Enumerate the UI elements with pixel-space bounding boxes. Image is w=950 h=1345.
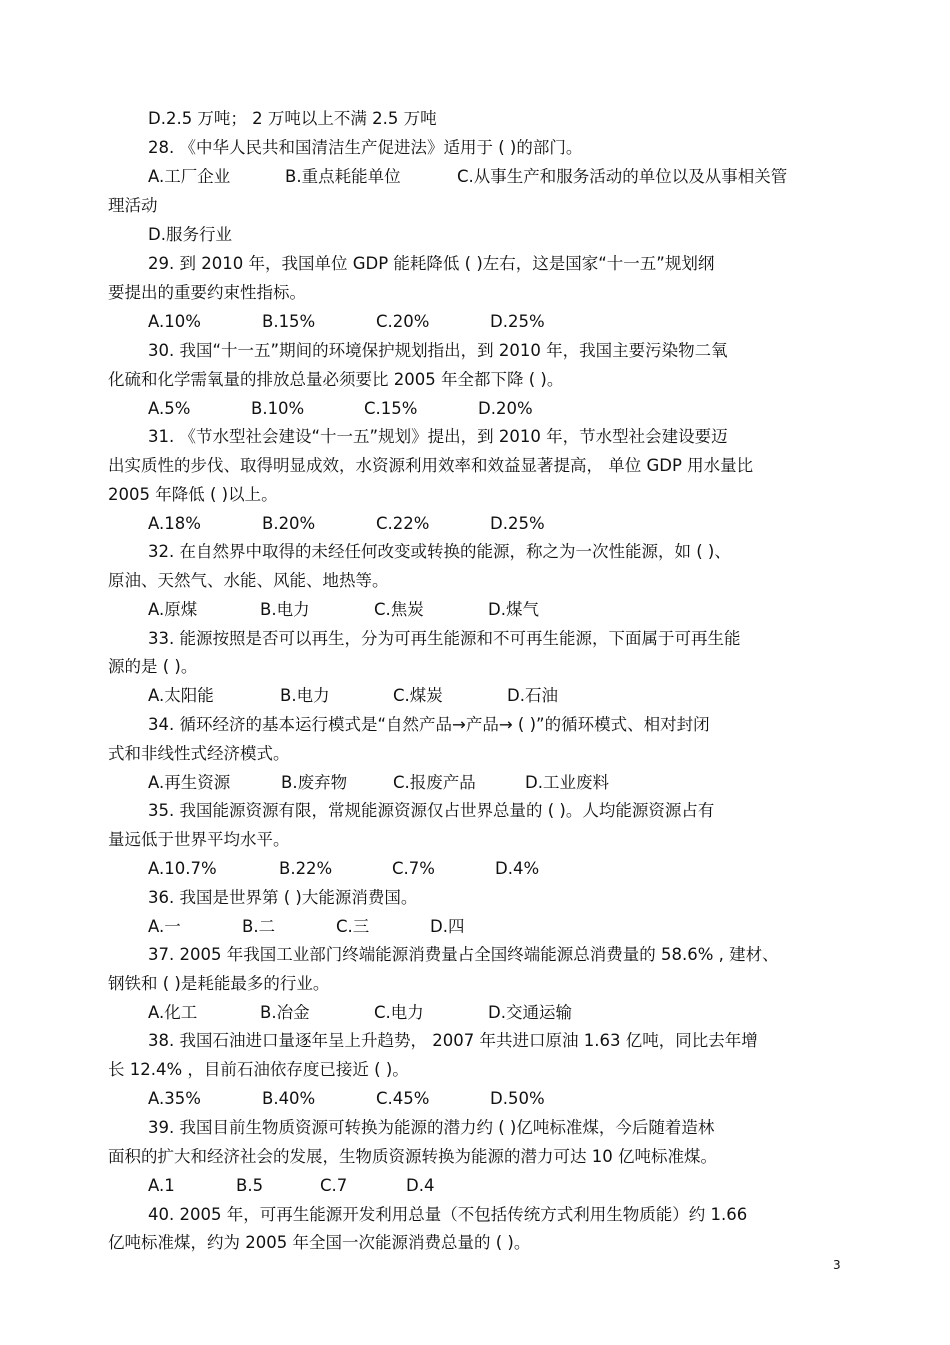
q33-option-a: A.太阳能 [148, 686, 214, 705]
q38-option-b: B.40% [262, 1089, 316, 1108]
q35-option-a: A.10.7% [148, 859, 217, 878]
q37-stem-line1: 37. 2005 年我国工业部门终端能源消费量占全国终端能源总消费量的 58.6% , 建材、 [148, 945, 779, 964]
q29-stem-line2: 要提出的重要约束性指标。 [108, 283, 306, 302]
q31-option-b: B.20% [262, 514, 316, 533]
q39-option-a: A.1 [148, 1176, 175, 1195]
q28-option-a: A.工厂企业 [148, 167, 231, 186]
q30-option-b: B.10% [251, 399, 305, 418]
q39-option-b: B.5 [236, 1176, 264, 1195]
q32-option-a: A.原煤 [148, 600, 198, 619]
q39-option-c: C.7 [320, 1176, 348, 1195]
q33-stem-line2: 源的是 ( )。 [108, 657, 198, 676]
q28-option-d: D.服务行业 [148, 225, 232, 244]
q40-stem-line1: 40. 2005 年，可再生能源开发利用总量（不包括传统方式利用生物质能）约 1.66 [148, 1205, 748, 1224]
q34-stem-line1: 34. 循环经济的基本运行模式是“自然产品→产品→ ( )”的循环模式、相对封闭 [148, 715, 710, 734]
q36-option-b: B.二 [242, 917, 276, 936]
q30-option-c: C.15% [364, 399, 418, 418]
q36-stem: 36. 我国是世界第 ( )大能源消费国。 [148, 888, 418, 907]
q34-stem-line2: 式和非线性式经济模式。 [108, 744, 290, 763]
q28-stem: 28. 《中华人民共和国清洁生产促进法》适用于 ( )的部门。 [148, 138, 583, 157]
q34-option-b: B.废弃物 [281, 773, 348, 792]
q35-option-b: B.22% [279, 859, 333, 878]
q29-option-c: C.20% [376, 312, 430, 331]
q38-stem-line1: 38. 我国石油进口量逐年呈上升趋势， 2007 年共进口原油 1.63 亿吨，同比去年增 [148, 1031, 758, 1050]
q32-option-c: C.焦炭 [374, 600, 424, 619]
q35-option-c: C.7% [392, 859, 435, 878]
q37-option-c: C.电力 [374, 1003, 424, 1022]
q32-stem-line2: 原油、天然气、水能、风能、地热等。 [108, 571, 389, 590]
q31-stem-line3: 2005 年降低 ( )以上。 [108, 485, 278, 504]
q34-option-d: D.工业废料 [525, 773, 609, 792]
q38-stem-line2: 长 12.4% ，目前石油依存度已接近 ( )。 [108, 1060, 409, 1079]
q34-option-c: C.报废产品 [393, 773, 476, 792]
q31-option-d: D.25% [490, 514, 545, 533]
q37-stem-line2: 钢铁和 ( )是耗能最多的行业。 [108, 974, 330, 993]
q29-stem-line1: 29. 到 2010 年，我国单位 GDP 能耗降低 ( )左右，这是国家“十一五”规划纲 [148, 254, 715, 273]
q39-stem-line1: 39. 我国目前生物质资源可转换为能源的潜力约 ( )亿吨标准煤，今后随着造林 [148, 1118, 715, 1137]
q30-stem-line1: 30. 我国“十一五”期间的环境保护规划指出，到 2010 年，我国主要污染物二氧 [148, 341, 728, 360]
q35-option-d: D.4% [495, 859, 540, 878]
q32-option-d: D.煤气 [488, 600, 539, 619]
q31-stem-line1: 31. 《节水型社会建设“十一五”规划》提出，到 2010 年，节水型社会建设要迈 [148, 427, 728, 446]
q38-option-a: A.35% [148, 1089, 201, 1108]
q38-option-d: D.50% [490, 1089, 545, 1108]
q33-option-d: D.石油 [507, 686, 558, 705]
q28-option-b: B.重点耗能单位 [285, 167, 401, 186]
q35-stem-line2: 量远低于世界平均水平。 [108, 830, 290, 849]
q34-option-a: A.再生资源 [148, 773, 231, 792]
q36-option-a: A.一 [148, 917, 181, 936]
q27-option-d: D.2.5 万吨； 2 万吨以上不满 2.5 万吨 [148, 109, 437, 128]
q39-stem-line2: 面积的扩大和经济社会的发展，生物质资源转换为能源的潜力可达 10 亿吨标准煤。 [108, 1147, 717, 1166]
q40-stem-line2: 亿吨标准煤，约为 2005 年全国一次能源消费总量的 ( )。 [108, 1233, 531, 1252]
page-number: 3 [833, 1258, 841, 1272]
q33-option-c: C.煤炭 [393, 686, 443, 705]
q28-option-c-cont: 理活动 [108, 196, 158, 215]
q31-option-a: A.18% [148, 514, 201, 533]
q28-option-c: C.从事生产和服务活动的单位以及从事相关管 [457, 167, 788, 186]
q32-stem-line1: 32. 在自然界中取得的未经任何改变或转换的能源，称之为一次性能源，如 ( )、 [148, 542, 731, 561]
q33-option-b: B.电力 [280, 686, 330, 705]
q30-option-a: A.5% [148, 399, 191, 418]
q37-option-a: A.化工 [148, 1003, 198, 1022]
q39-option-d: D.4 [406, 1176, 435, 1195]
q36-option-c: C.三 [336, 917, 370, 936]
q29-option-a: A.10% [148, 312, 201, 331]
q35-stem-line1: 35. 我国能源资源有限，常规能源资源仅占世界总量的 ( )。人均能源资源占有 [148, 801, 715, 820]
q29-option-b: B.15% [262, 312, 316, 331]
q31-option-c: C.22% [376, 514, 430, 533]
q30-option-d: D.20% [478, 399, 533, 418]
q37-option-d: D.交通运输 [488, 1003, 572, 1022]
q37-option-b: B.冶金 [260, 1003, 310, 1022]
q31-stem-line2: 出实质性的步伐、取得明显成效，水资源利用效率和效益显著提高， 单位 GDP 用水量比 [108, 456, 754, 475]
q33-stem-line1: 33. 能源按照是否可以再生，分为可再生能源和不可再生能源，下面属于可再生能 [148, 629, 741, 648]
q30-stem-line2: 化硫和化学需氧量的排放总量必须要比 2005 年全都下降 ( )。 [108, 370, 564, 389]
q36-option-d: D.四 [430, 917, 465, 936]
q38-option-c: C.45% [376, 1089, 430, 1108]
q29-option-d: D.25% [490, 312, 545, 331]
q32-option-b: B.电力 [260, 600, 310, 619]
